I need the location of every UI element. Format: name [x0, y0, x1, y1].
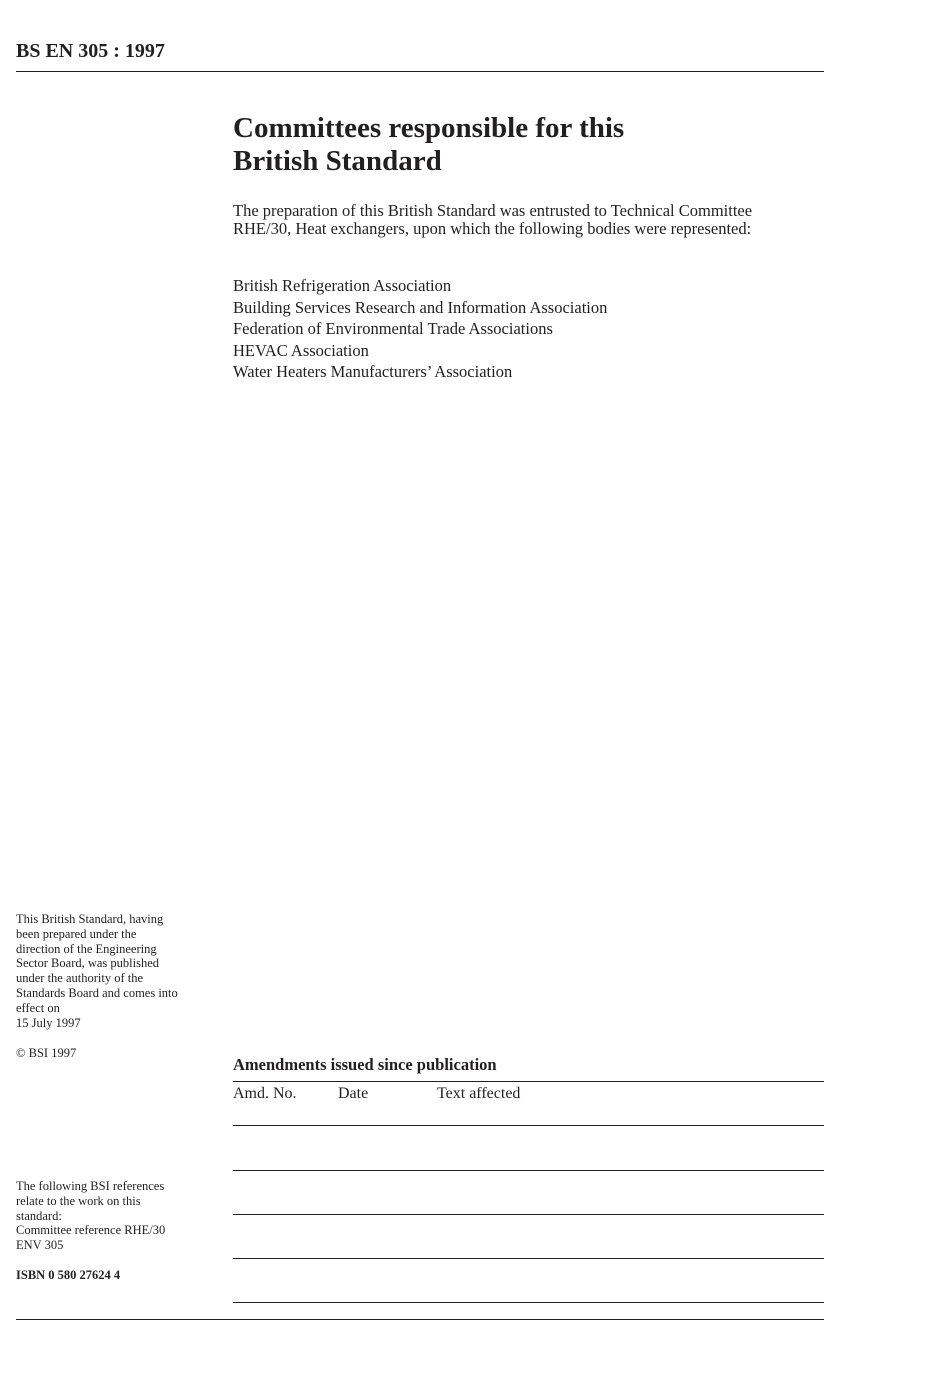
reference-line: ENV 305: [16, 1238, 64, 1253]
column-header-amd-no: Amd. No.: [233, 1085, 297, 1102]
intro-line: The preparation of this British Standard was entrusted to Technical Committee: [233, 201, 753, 220]
note-line: effect on: [16, 1000, 60, 1015]
amendment-row-rule: [233, 1170, 824, 1171]
list-item: Building Services Research and Information Association: [233, 297, 608, 317]
intro-paragraph: [233, 202, 833, 238]
document-reference: BS EN 305 : 1997: [16, 40, 165, 62]
amendment-row-rule: [233, 1125, 824, 1126]
note-line: been prepared under the: [16, 926, 137, 941]
reference-line: relate to the work on this: [16, 1193, 141, 1208]
list-item: Water Heaters Manufacturers’ Association: [233, 362, 513, 381]
publication-note: [16, 912, 216, 1030]
list-item: Federation of Environmental Trade Associations: [233, 319, 553, 338]
title-line: Committees responsible for this: [233, 112, 625, 144]
footer-rule: [16, 1319, 824, 1320]
list-item: HEVAC Association: [233, 340, 369, 360]
page-title: [233, 112, 833, 178]
header-rule: [16, 71, 824, 72]
column-header-text-affected: Text affected: [437, 1085, 521, 1102]
note-line: Standards Board and comes into: [16, 985, 178, 1000]
amendment-row-rule: [233, 1258, 824, 1259]
reference-line: Committee reference RHE/30: [16, 1223, 166, 1238]
column-header-date: Date: [338, 1085, 369, 1102]
reference-line: The following BSI references: [16, 1179, 165, 1193]
amendment-row-rule: [233, 1302, 824, 1303]
list-item: British Refrigeration Association: [233, 276, 452, 295]
reference-line: standard:: [16, 1208, 62, 1223]
note-line: 15 July 1997: [16, 1015, 81, 1030]
amendments-header-rule: [233, 1081, 824, 1082]
represented-bodies-list: [233, 275, 607, 383]
amendments-title: Amendments issued since publication: [233, 1055, 497, 1074]
note-line: Sector Board, was published: [16, 956, 160, 971]
isbn: ISBN 0 580 27624 4: [16, 1268, 121, 1282]
amendment-row-rule: [233, 1214, 824, 1215]
title-line: British Standard: [233, 145, 442, 177]
bsi-references: [16, 1179, 216, 1253]
note-line: This British Standard, having: [16, 912, 164, 926]
note-line: direction of the Engineering: [16, 941, 157, 956]
note-line: under the authority of the: [16, 971, 144, 986]
intro-line: RHE/30, Heat exchangers, upon which the following bodies were represented:: [233, 219, 752, 238]
copyright-notice: © BSI 1997: [16, 1046, 77, 1060]
